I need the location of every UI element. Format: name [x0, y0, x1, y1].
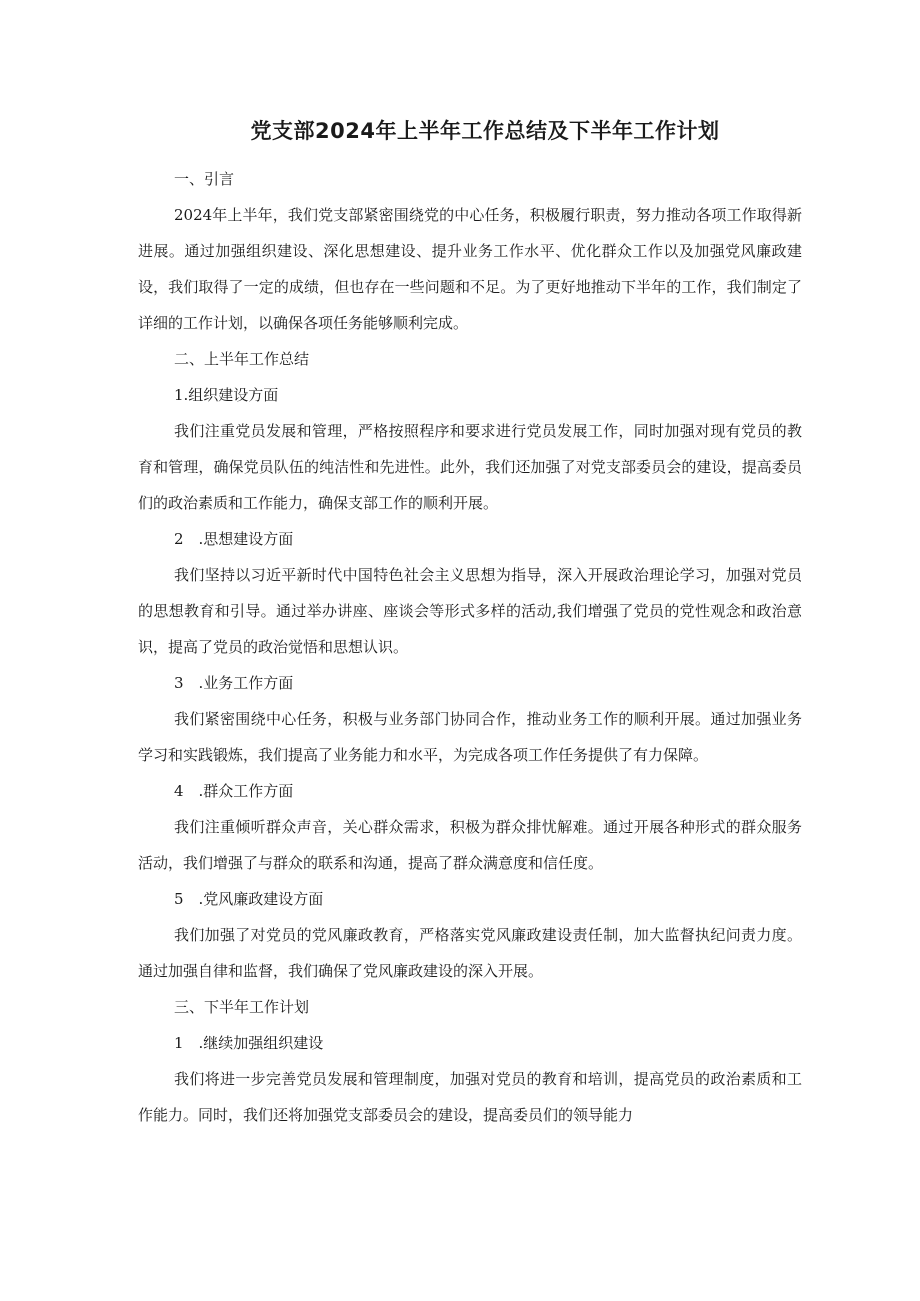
- subheading-organization: 1.组织建设方面: [174, 386, 279, 404]
- paragraph-organization: 我们注重党员发展和管理，严格按照程序和要求进行党员发展工作，同时加强对现有党员的教育和管理，确保党员队伍的纯洁性和先进性。此外，我们还加强了对党支部委员会的建设，提高委员们的政治素质和工作能力，确保支部工作的顺利开展。: [138, 422, 802, 512]
- paragraph-integrity: 我们加强了对党员的党风廉政教育，严格落实党风廉政建设责任制，加大监督执纪问责力度。通过加强自律和监督，我们确保了党风廉政建设的深入开展。: [138, 926, 802, 980]
- subheading-integrity: 5 .党风廉政建设方面: [174, 890, 324, 908]
- paragraph-ideology: 我们坚持以习近平新时代中国特色社会主义思想为指导，深入开展政治理论学习，加强对党员的思想教育和引导。通过举办讲座、座谈会等形式多样的活动,我们增强了党员的党性观念和政治意识，提高了党员的政治觉悟和思想认识。: [138, 566, 802, 656]
- section-heading-plan: 三、下半年工作计划: [174, 998, 310, 1016]
- section-heading-intro: 一、引言: [174, 170, 235, 188]
- subheading-business: 3 .业务工作方面: [174, 674, 294, 692]
- section-heading-summary: 二、上半年工作总结: [174, 350, 310, 368]
- paragraph-business: 我们紧密围绕中心任务，积极与业务部门协同合作，推动业务工作的顺利开展。通过加强业务学习和实践锻炼，我们提高了业务能力和水平，为完成各项工作任务提供了有力保障。: [138, 710, 802, 764]
- paragraph-plan-organization: 我们将进一步完善党员发展和管理制度，加强对党员的教育和培训，提高党员的政治素质和工作能力。同时，我们还将加强党支部委员会的建设，提高委员们的领导能力: [138, 1070, 802, 1124]
- paragraph-masses: 我们注重倾听群众声音，关心群众需求，积极为群众排忧解难。通过开展各种形式的群众服务活动，我们增强了与群众的联系和沟通，提高了群众满意度和信任度。: [138, 818, 802, 872]
- paragraph-intro: 2024年上半年，我们党支部紧密围绕党的中心任务，积极履行职责，努力推动各项工作取得新进展。通过加强组织建设、深化思想建设、提升业务工作水平、优化群众工作以及加强党风廉政建设，我们取得了一定的成绩，但也存在一些问题和不足。为了更好地推动下半年的工作，我们制定了详细的工作计划，以确保各项任务能够顺利完成。: [138, 206, 802, 332]
- document-title: 党支部2024年上半年工作总结及下半年工作计划: [250, 119, 720, 143]
- subheading-masses: 4 .群众工作方面: [174, 782, 294, 800]
- subheading-ideology: 2 .思想建设方面: [174, 530, 294, 548]
- subheading-plan-organization: 1 .继续加强组织建设: [174, 1034, 324, 1052]
